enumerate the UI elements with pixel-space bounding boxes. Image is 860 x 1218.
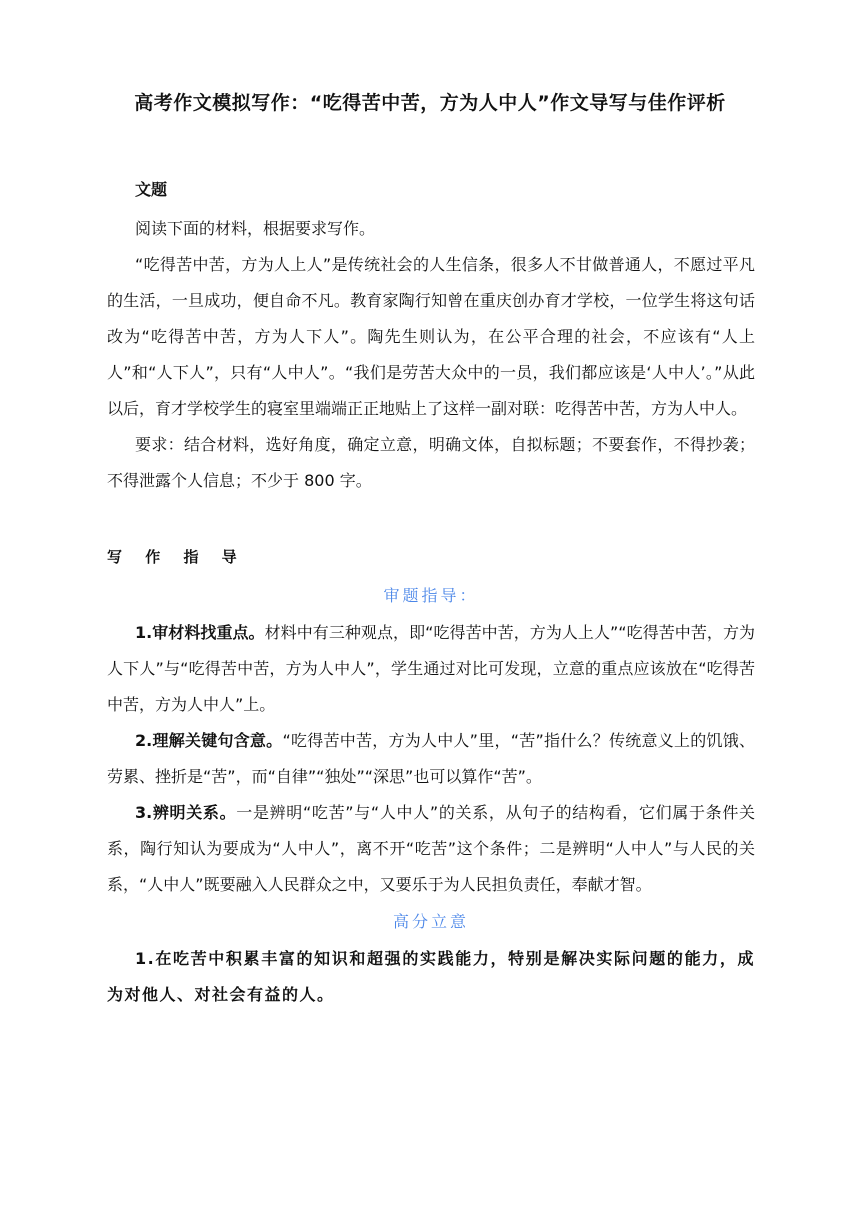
prompt-material: “吃得苦中苦，方为人上人”是传统社会的人生信条，很多人不甘做普通人，不愿过平凡的生活，一旦成功，便自命不凡。教育家陶行知曾在重庆创办育才学校，一位学生将这句话改为“吃得苦中苦，方为人下人”。陶先生则认为，在公平合理的社会，不应该有“人上人”和“人下人”，只有“人中人”。“我们是劳苦大众中的一员，我们都应该是‘人中人’。”从此以后，育才学校学生的寝室里端端正正地贴上了这样一副对联：吃得苦中苦，方为人中人。 xyxy=(107,255,755,418)
guide-point-2 xyxy=(107,723,755,795)
idea-1: 1.在吃苦中积累丰富的知识和超强的实践能力，特别是解决实际问题的能力，成为对他人、对社会有益的人。 xyxy=(107,949,755,1004)
guide-point-2-lead: 2.理解关键句含意。 xyxy=(135,731,283,750)
guide-point-1-lead: 1.审材料找重点。 xyxy=(135,623,265,642)
guide-point-3-text: 一是辨明“吃苦”与“人中人”的关系，从句子的结构看，它们属于条件关系，陶行知认为要成为“人中人”，离不开“吃苦”这个条件；二是辨明“人中人”与人民的关系，“人中人”既要融入人民群众之中，又要乐于为人民担负责任，奉献才智。 xyxy=(107,803,755,894)
guide-point-1 xyxy=(107,615,755,723)
ideas-heading: 高分立意 xyxy=(392,912,469,931)
document-title: 高考作文模拟写作：“吃得苦中苦，方为人中人”作文导写与佳作评析 xyxy=(134,92,726,114)
review-heading: 审题指导： xyxy=(383,586,479,605)
guide-section-label: 写 作 指 导 xyxy=(107,548,246,566)
guide-point-3 xyxy=(107,795,755,903)
prompt-requirements: 要求：结合材料，选好角度，确定立意，明确文体，自拟标题；不要套作，不得抄袭；不得泄露个人信息；不少于 800 字。 xyxy=(107,435,755,490)
guide-point-1-text: 材料中有三种观点，即“吃得苦中苦，方为人上人”“吃得苦中苦，方为人下人”与“吃得苦中苦，方为人中人”，学生通过对比可发现，立意的重点应该放在“吃得苦中苦，方为人中人”上。 xyxy=(107,623,755,714)
guide-point-2-text: “吃得苦中苦，方为人中人”里，“苦”指什么？传统意义上的饥饿、劳累、挫折是“苦”，而“自律”“独处”“深思”也可以算作“苦”。 xyxy=(107,731,755,786)
section-spacer xyxy=(107,499,755,537)
guide-point-3-lead: 3.辨明关系。 xyxy=(135,803,237,822)
prompt-intro: 阅读下面的材料，根据要求写作。 xyxy=(135,219,376,238)
prompt-section-label: 文题 xyxy=(135,180,168,199)
document-body xyxy=(107,177,755,1013)
